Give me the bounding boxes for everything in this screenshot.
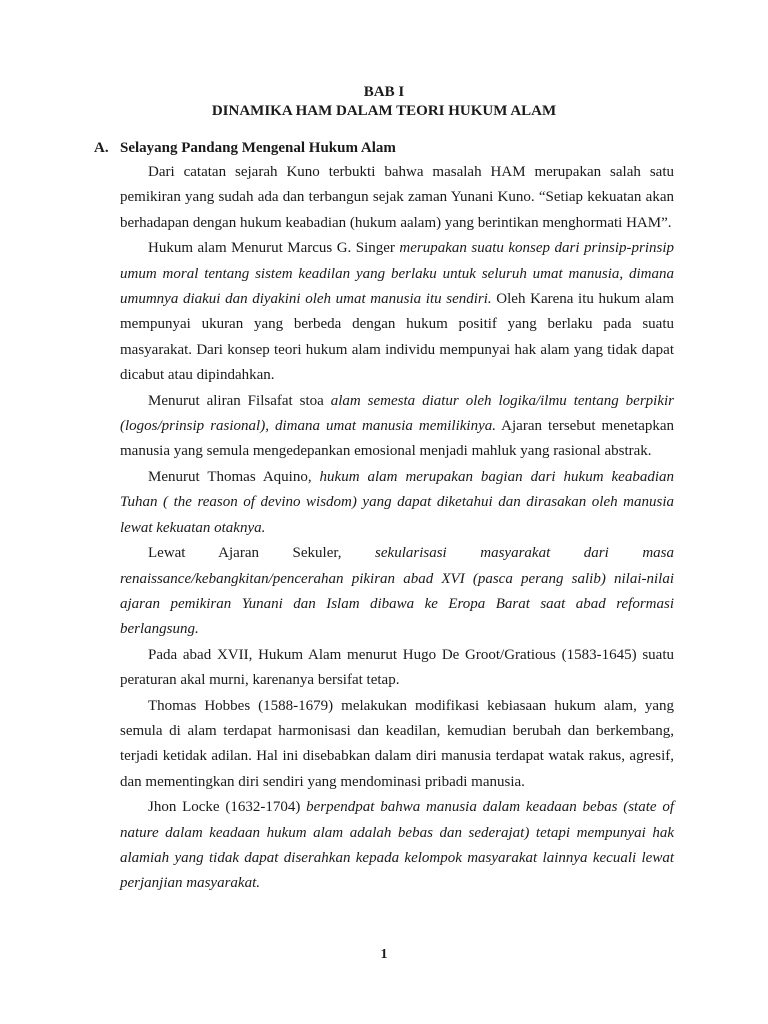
paragraph-3: Menurut aliran Filsafat stoa alam semesta diatur oleh logika/ilmu tentang berpikir (logos/prinsip rasional), dimana umat manusia memilikinya. Ajaran tersebut menetapkan manusia yang semula mengedepankan emosional menjadi mahluk yang rasional abstrak. [120,392,675,460]
paragraph-2: Hukum alam Menurut Marcus G. Singer merupakan suatu konsep dari prinsip-prinsip umum moral tentang sistem keadilan yang berlaku untuk seluruh umat manusia, dimana umumnya diakui dan diyakini oleh umat manusia itu sendiri. Oleh Karena itu hukum alam mempunyai ukuran yang berbeda dengan hukum positif yang berlaku pada suatu masyarakat. Dari konsep teori hukum alam individu mempunyai hak alam yang tidak dapat dicabut atau dipindahkan. [120,240,674,384]
section-body [120,160,674,897]
paragraph-7: Thomas Hobbes (1588-1679) melakukan modifikasi kebiasaan hukum alam, yang semula di alam terdapat harmonisasi dan keadilan, kemudian berubah dan berkembang, terjadi ketidak adilan. Hal ini disebabkan dalam diri manusia terdapat watak rakus, agresif, dan mementingkan diri sendiri yang mendominasi pribadi manusia. [120,697,674,790]
paragraph-4: Menurut Thomas Aquino, hukum alam merupakan bagian dari hukum keabadian Tuhan ( the reason of devino wisdom) yang dapat diketahui dan dirasakan oleh manusia lewat kekuatan otaknya. [120,468,674,536]
paragraph-6: Pada abad XVII, Hukum Alam menurut Hugo De Groot/Gratious (1583-1645) suatu peraturan akal murni, karenanya bersifat tetap. [120,646,674,689]
section-heading [94,139,674,158]
section-marker: A. [94,140,109,156]
paragraph-8: Jhon Locke (1632-1704) berpendpat bahwa manusia dalam keadaan bebas (state of nature dalam keadaan hukum alam adalah bebas dan sederajat) tetapi mempunyai hak alamiah yang tidak dapat diserahkan kepada kelompok masyarakat lainnya kecuali lewat perjanjian masyarakat. [120,799,674,892]
paragraph-5: Lewat Ajaran Sekuler, sekularisasi masyarakat dari masa renaissance/kebangkitan/pencerahan pikiran abad XVI (pasca perang salib) nilai-nilai ajaran pemikiran Yunani dan Islam dibawa ke Eropa Barat saat abad reformasi berlangsung. [120,545,674,638]
chapter-title: DINAMIKA HAM DALAM TEORI HUKUM ALAM [211,103,557,119]
paragraph-1: Dari catatan sejarah Kuno terbukti bahwa masalah HAM merupakan salah satu pemikiran yang sudah ada dan terbangun sejak zaman Yunani Kuno. “Setiap kekuatan akan berhadapan dengan hukum keabadian (hukum aalam) yang berintikan menghormati HAM”. [120,164,674,231]
section-title: Selayang Pandang Mengenal Hukum Alam [120,140,396,156]
chapter-label: BAB I [363,84,405,100]
page-number: 1 [380,947,388,962]
